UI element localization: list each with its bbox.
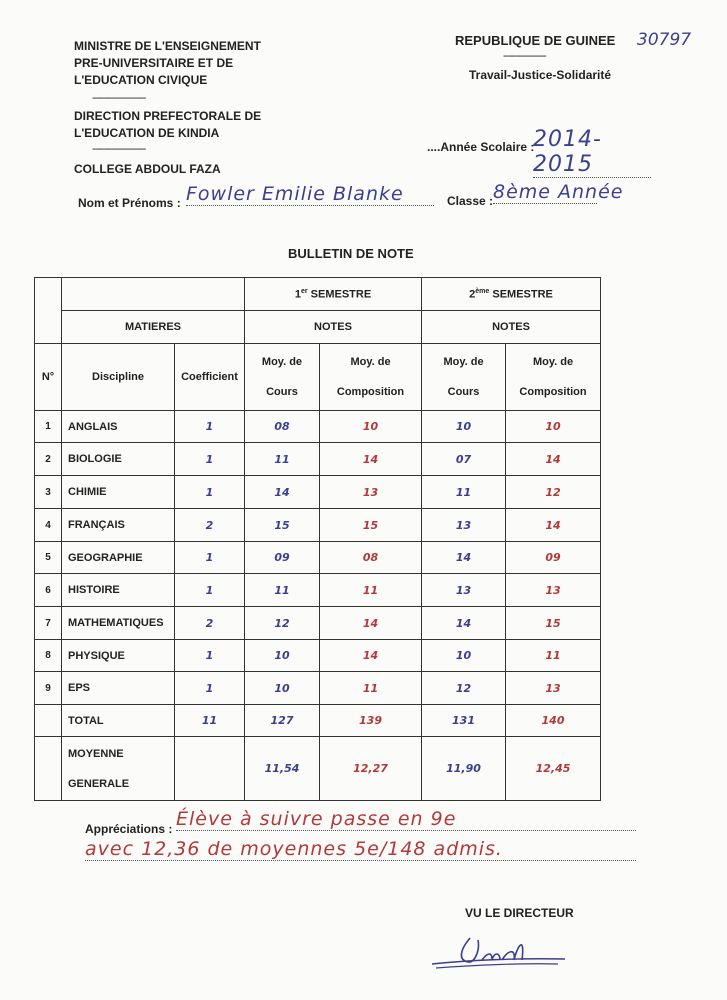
row-coefficient: 1 bbox=[175, 476, 245, 509]
ministry-line-2: PRE-UNIVERSITAIRE ET DE bbox=[74, 56, 234, 70]
document-title: BULLETIN DE NOTE bbox=[288, 246, 414, 261]
appreciations-line-2: avec 12,36 de moyennes 5e/148 admis. bbox=[85, 838, 636, 861]
total-s1-cours: 127 bbox=[245, 705, 320, 737]
row-s2-comp: 15 bbox=[506, 607, 601, 640]
semester-header-row bbox=[35, 278, 601, 311]
row-s1-comp: 11 bbox=[320, 574, 422, 607]
total-label: TOTAL bbox=[62, 705, 175, 737]
row-coefficient: 2 bbox=[175, 607, 245, 640]
table-row bbox=[35, 509, 601, 542]
row-s1-comp: 13 bbox=[320, 476, 422, 509]
subheader-row bbox=[35, 311, 601, 344]
average-row bbox=[35, 737, 601, 801]
average-s1-cours: 11,54 bbox=[245, 737, 320, 801]
average-label: MOYENNE GENERALE bbox=[62, 737, 175, 801]
row-coefficient: 1 bbox=[175, 574, 245, 607]
school-year-value: 2014-2015 bbox=[533, 127, 651, 178]
row-s2-comp: 10 bbox=[506, 411, 601, 443]
row-s1-comp: 14 bbox=[320, 640, 422, 672]
row-s2-comp: 13 bbox=[506, 574, 601, 607]
row-s1-cours: 11 bbox=[245, 574, 320, 607]
table-row bbox=[35, 411, 601, 443]
row-number: 2 bbox=[35, 443, 62, 476]
national-motto: Travail-Justice-Solidarité bbox=[469, 68, 612, 82]
direction-line-2: L'EDUCATION DE KINDIA bbox=[74, 126, 220, 140]
row-s2-comp: 13 bbox=[506, 672, 601, 705]
row-s2-cours: 14 bbox=[422, 542, 506, 574]
college-name: COLLEGE ABDOUL FAZA bbox=[74, 162, 221, 176]
director-signature bbox=[430, 930, 570, 975]
row-discipline: BIOLOGIE bbox=[62, 443, 175, 476]
row-s1-cours: 08 bbox=[245, 411, 320, 443]
average-s2-comp: 12,45 bbox=[506, 737, 601, 801]
ministry-heading bbox=[74, 38, 261, 89]
row-coefficient: 1 bbox=[175, 672, 245, 705]
row-coefficient: 2 bbox=[175, 509, 245, 542]
row-s1-cours: 09 bbox=[245, 542, 320, 574]
col-s2-comp-header: Moy. de Composition bbox=[506, 344, 601, 411]
grades-table bbox=[34, 277, 601, 801]
row-coefficient: 1 bbox=[175, 542, 245, 574]
separator-rule-1: -------------------- bbox=[92, 92, 146, 104]
col-s2-cours-header: Moy. de Cours bbox=[422, 344, 506, 411]
row-number: 7 bbox=[35, 607, 62, 640]
appreciations-line-1: Élève à suivre passe en 9e bbox=[176, 808, 636, 831]
average-s1-comp: 12,27 bbox=[320, 737, 422, 801]
col-discipline-header: Discipline bbox=[62, 344, 175, 411]
row-s1-comp: 15 bbox=[320, 509, 422, 542]
row-s2-cours: 13 bbox=[422, 574, 506, 607]
notes-header-1: NOTES bbox=[245, 311, 422, 344]
row-s1-cours: 10 bbox=[245, 640, 320, 672]
row-s1-comp: 14 bbox=[320, 607, 422, 640]
total-coefficient: 11 bbox=[175, 705, 245, 737]
blank-cell bbox=[62, 278, 245, 311]
semester-1-header: 1er SEMESTRE bbox=[245, 278, 422, 311]
table-row bbox=[35, 607, 601, 640]
table-row bbox=[35, 640, 601, 672]
ministry-line-1: MINISTRE DE L'ENSEIGNEMENT bbox=[74, 39, 261, 53]
row-s1-cours: 10 bbox=[245, 672, 320, 705]
row-s2-cours: 07 bbox=[422, 443, 506, 476]
corner-cell bbox=[35, 278, 62, 344]
table-row bbox=[35, 542, 601, 574]
row-discipline: PHYSIQUE bbox=[62, 640, 175, 672]
reference-number: 30797 bbox=[637, 30, 692, 50]
ministry-line-3: L'EDUCATION CIVIQUE bbox=[74, 73, 208, 87]
direction-heading bbox=[74, 108, 261, 142]
average-s2-cours: 11,90 bbox=[422, 737, 506, 801]
total-row bbox=[35, 705, 601, 737]
col-s1-comp-header: Moy. de Composition bbox=[320, 344, 422, 411]
row-number: 5 bbox=[35, 542, 62, 574]
row-discipline: MATHEMATIQUES bbox=[62, 607, 175, 640]
republic-rule: ---------------- bbox=[503, 50, 546, 62]
appreciations-label: Appréciations : bbox=[85, 822, 173, 836]
row-s2-comp: 14 bbox=[506, 509, 601, 542]
row-s2-comp: 14 bbox=[506, 443, 601, 476]
table-row bbox=[35, 574, 601, 607]
row-discipline: CHIMIE bbox=[62, 476, 175, 509]
row-coefficient: 1 bbox=[175, 443, 245, 476]
row-s1-comp: 11 bbox=[320, 672, 422, 705]
row-number: 6 bbox=[35, 574, 62, 607]
table-row bbox=[35, 672, 601, 705]
student-name-label: Nom et Prénoms : bbox=[78, 196, 181, 210]
semester-2-header: 2ème SEMESTRE bbox=[422, 278, 601, 311]
table-row bbox=[35, 476, 601, 509]
total-s2-cours: 131 bbox=[422, 705, 506, 737]
total-number-cell bbox=[35, 705, 62, 737]
row-coefficient: 1 bbox=[175, 640, 245, 672]
row-s2-cours: 14 bbox=[422, 607, 506, 640]
row-s1-comp: 10 bbox=[320, 411, 422, 443]
row-s2-cours: 10 bbox=[422, 411, 506, 443]
row-number: 8 bbox=[35, 640, 62, 672]
col-number-header: N° bbox=[35, 344, 62, 411]
total-s1-comp: 139 bbox=[320, 705, 422, 737]
row-s2-cours: 11 bbox=[422, 476, 506, 509]
row-s2-comp: 12 bbox=[506, 476, 601, 509]
column-header-row bbox=[35, 344, 601, 411]
notes-header-2: NOTES bbox=[422, 311, 601, 344]
row-number: 4 bbox=[35, 509, 62, 542]
row-s2-cours: 13 bbox=[422, 509, 506, 542]
row-s1-cours: 14 bbox=[245, 476, 320, 509]
row-s2-cours: 12 bbox=[422, 672, 506, 705]
row-discipline: HISTOIRE bbox=[62, 574, 175, 607]
total-s2-comp: 140 bbox=[506, 705, 601, 737]
republic-heading: REPUBLIQUE DE GUINEE bbox=[455, 33, 616, 48]
grade-rows bbox=[35, 411, 601, 705]
director-label: VU LE DIRECTEUR bbox=[465, 906, 574, 920]
col-s1-cours-header: Moy. de Cours bbox=[245, 344, 320, 411]
average-coefficient-cell bbox=[175, 737, 245, 801]
separator-rule-2: -------------------- bbox=[92, 143, 146, 155]
row-s1-cours: 12 bbox=[245, 607, 320, 640]
row-s1-comp: 14 bbox=[320, 443, 422, 476]
row-discipline: ANGLAIS bbox=[62, 411, 175, 443]
average-number-cell bbox=[35, 737, 62, 801]
row-coefficient: 1 bbox=[175, 411, 245, 443]
row-s2-cours: 10 bbox=[422, 640, 506, 672]
row-discipline: EPS bbox=[62, 672, 175, 705]
row-number: 3 bbox=[35, 476, 62, 509]
row-number: 9 bbox=[35, 672, 62, 705]
row-discipline: GEOGRAPHIE bbox=[62, 542, 175, 574]
table-row bbox=[35, 443, 601, 476]
row-s2-comp: 09 bbox=[506, 542, 601, 574]
row-s1-cours: 15 bbox=[245, 509, 320, 542]
row-number: 1 bbox=[35, 411, 62, 443]
col-coefficient-header: Coefficient bbox=[175, 344, 245, 411]
row-s1-comp: 08 bbox=[320, 542, 422, 574]
class-value: 8ème Année bbox=[493, 181, 624, 203]
class-label: Classe : bbox=[447, 194, 494, 208]
matieres-header: MATIERES bbox=[62, 311, 245, 344]
student-name-value: Fowler Emilie Blanke bbox=[186, 183, 434, 206]
school-year-label: ....Année Scolaire : bbox=[427, 140, 535, 154]
direction-line-1: DIRECTION PREFECTORALE DE bbox=[74, 109, 262, 123]
row-discipline: FRANÇAIS bbox=[62, 509, 175, 542]
row-s1-cours: 11 bbox=[245, 443, 320, 476]
row-s2-comp: 11 bbox=[506, 640, 601, 672]
